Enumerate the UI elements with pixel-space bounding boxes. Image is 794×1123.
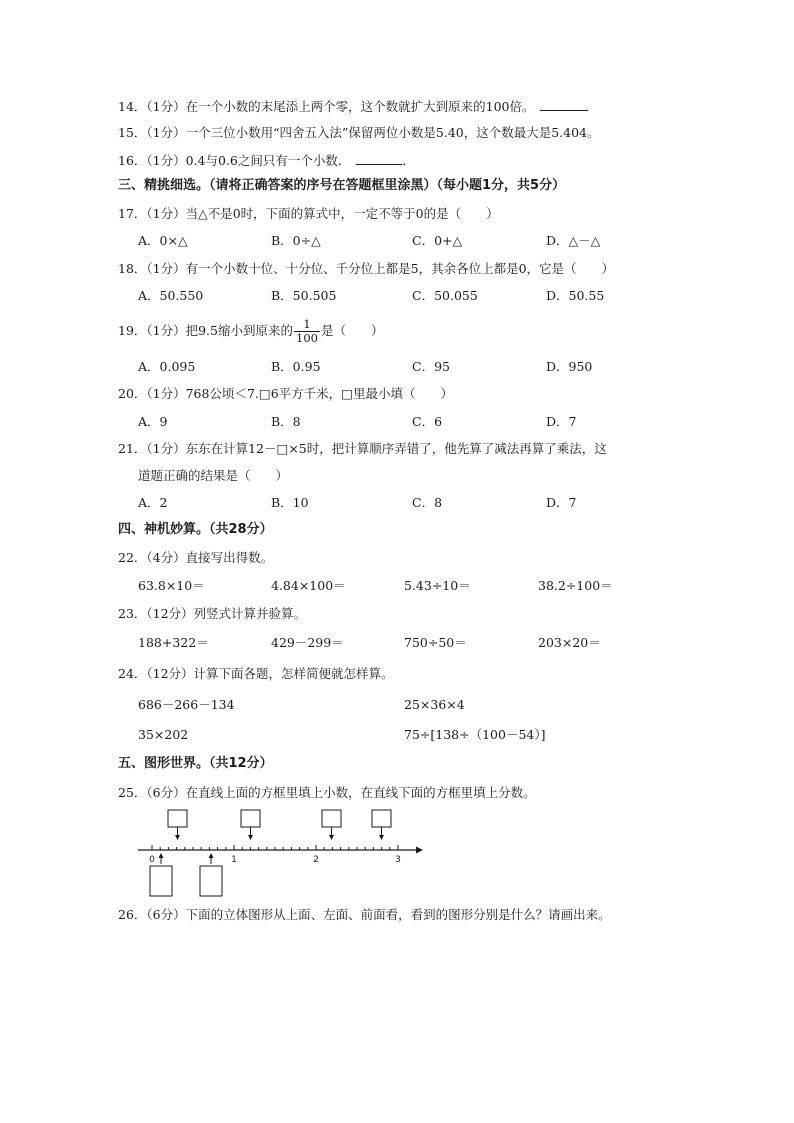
answer-box-fraction-1[interactable]: [150, 866, 172, 896]
answer-blank[interactable]: [356, 152, 402, 165]
answer-blank[interactable]: [540, 98, 588, 111]
question-20: 20．（1分）768公顷＜7.□6平方千米，□里最小填（ ）: [118, 386, 453, 401]
fraction: $\frac{1}{100}$: [296, 317, 318, 345]
answer-box-decimal-2[interactable]: [241, 810, 260, 827]
calc-item: 203×20＝: [538, 635, 601, 650]
option-c[interactable]: C．0+△: [412, 233, 463, 248]
section-5-heading: 五、图形世界。（共12分）: [118, 756, 273, 771]
down-arrow-icon: [175, 835, 180, 840]
option-a[interactable]: A．9: [138, 414, 168, 429]
option-c[interactable]: C．95: [412, 359, 450, 374]
option-d[interactable]: D．7: [546, 414, 577, 429]
number-line-figure: [130, 806, 430, 898]
number-line-ticks: [152, 845, 398, 850]
question-26: 26．（6分）下面的立体图形从上面、左面、前面看，看到的图形分别是什么？请画出来。: [118, 907, 611, 922]
answer-box-decimal-3[interactable]: [322, 810, 341, 827]
calc-item: 750÷50＝: [404, 635, 467, 650]
calc-item: 429－299＝: [271, 635, 344, 650]
option-b[interactable]: B．50.505: [271, 288, 337, 303]
option-d[interactable]: D．950: [546, 359, 593, 374]
option-a[interactable]: A．50.550: [138, 288, 204, 303]
calc-item: 38.2÷100＝: [538, 578, 613, 593]
question-16: 16．（1分）0.4与0.6之间只有一个小数． ．: [118, 153, 415, 168]
option-a[interactable]: A．0×△: [138, 233, 188, 248]
option-d[interactable]: D．7: [546, 495, 577, 510]
down-arrow-icon: [379, 835, 384, 840]
calc-item: 5.43÷10＝: [404, 578, 471, 593]
up-arrow-icon: [159, 853, 164, 858]
up-arrow-icon: [209, 853, 214, 858]
option-b[interactable]: B．10: [271, 495, 309, 510]
section-4-heading: 四、神机妙算。（共28分）: [118, 522, 273, 537]
tick-label-1: 1: [231, 855, 237, 865]
calc-item: 75÷[138÷（100－54）]: [404, 727, 546, 742]
calc-item: 4.84×100＝: [271, 578, 346, 593]
question-22: 22．（4分）直接写出得数。: [118, 550, 274, 565]
answer-box-fraction-2[interactable]: [200, 866, 222, 896]
answer-box-decimal-1[interactable]: [168, 810, 187, 827]
question-15: 15．（1分）一个三位小数用“四舍五入法”保留两位小数是5.40，这个数最大是5.404。: [118, 125, 600, 140]
option-d[interactable]: D．△－△: [546, 233, 601, 248]
down-arrow-icon: [329, 835, 334, 840]
question-23: 23．（12分）列竖式计算并验算。: [118, 606, 307, 621]
option-c[interactable]: C．6: [412, 414, 443, 429]
option-b[interactable]: B．0÷△: [271, 233, 321, 248]
down-arrow-icon: [248, 835, 253, 840]
option-b[interactable]: B．8: [271, 414, 301, 429]
question-14: 14．（1分）在一个小数的末尾添上两个零，这个数就扩大到原来的100倍。: [118, 98, 588, 115]
question-17: 17．（1分）当△不是0时，下面的算式中，一定不等于0的是（ ）: [118, 206, 499, 221]
option-d[interactable]: D．50.55: [546, 288, 605, 303]
option-b[interactable]: B．0.95: [271, 359, 321, 374]
question-19: 19．（1分）把9.5缩小到原来的 $\frac{1}{100}$ 是（ ）: [118, 317, 384, 345]
tick-label-0: 0: [149, 855, 155, 865]
tick-label-3: 3: [395, 855, 401, 865]
option-a[interactable]: A．2: [138, 495, 168, 510]
question-18: 18．（1分）有一个小数十位、十分位、千分位上都是5，其余各位上都是0，它是（ ）: [118, 261, 615, 276]
option-a[interactable]: A．0.095: [138, 359, 196, 374]
question-25: 25．（6分）在直线上面的方框里填上小数，在直线下面的方框里填上分数。: [118, 785, 536, 800]
calc-item: 686－266－134: [138, 697, 235, 712]
answer-box-decimal-4[interactable]: [372, 810, 391, 827]
calc-item: 63.8×10＝: [138, 578, 205, 593]
calc-item: 25×36×4: [404, 697, 465, 712]
calc-item: 35×202: [138, 727, 189, 742]
option-c[interactable]: C．8: [412, 495, 443, 510]
question-24: 24．（12分）计算下面各题，怎样简便就怎样算。: [118, 666, 394, 681]
axis-arrow-icon: [416, 847, 423, 854]
option-c[interactable]: C．50.055: [412, 288, 478, 303]
tick-label-2: 2: [313, 855, 319, 865]
question-21-continued: 道题正确的结果是（ ）: [138, 468, 289, 483]
question-21: 21．（1分）东东在计算12－□×5时，把计算顺序弄错了，他先算了减法再算了乘法，这: [118, 441, 607, 456]
calc-item: 188+322＝: [138, 635, 209, 650]
section-3-heading: 三、精挑细选。（请将正确答案的序号在答题框里涂黑）（每小题1分，共5分）: [118, 178, 566, 193]
